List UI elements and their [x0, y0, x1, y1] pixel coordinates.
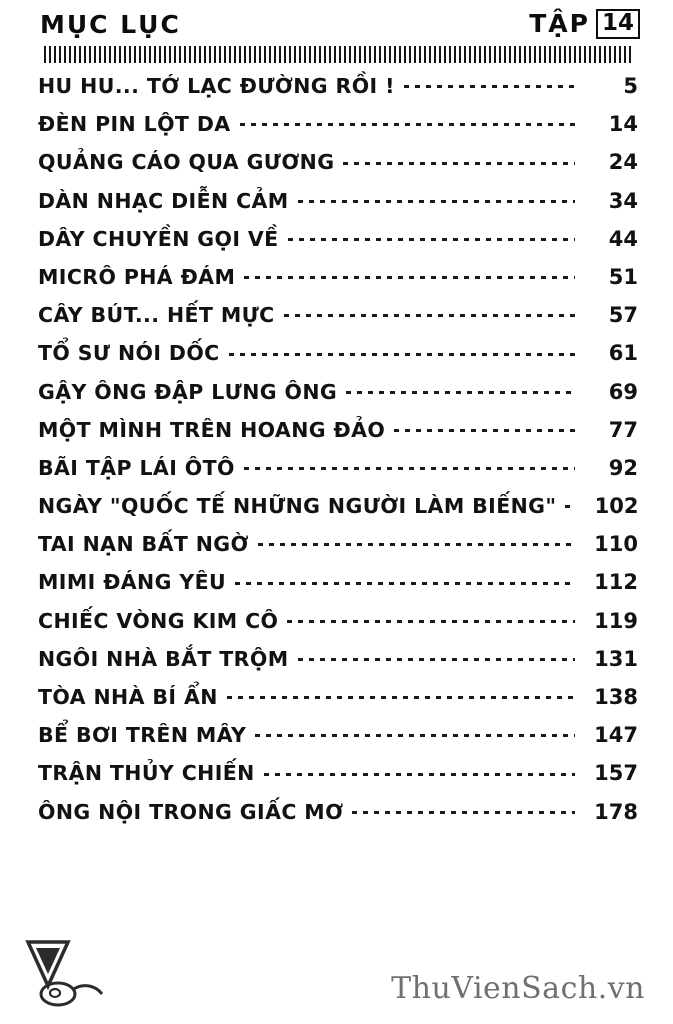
dot-leader [346, 383, 575, 399]
list-item[interactable] [38, 532, 638, 570]
toc-entry-title: MIMI ĐÁNG YÊU [38, 570, 227, 595]
toc-entry-page: 5 [623, 74, 638, 98]
dot-leader [284, 306, 575, 322]
dot-leader [244, 268, 575, 284]
toc-entry-page: 157 [594, 761, 638, 786]
list-item[interactable] [38, 761, 638, 799]
toc-entry-title: ÔNG NỘI TRONG GIẤC MƠ [38, 799, 344, 824]
toc-entry-title: TÒA NHÀ BÍ ẨN [38, 685, 218, 709]
hatched-divider [44, 46, 634, 63]
toc-entry-title: CÂY BÚT... HẾT MỰC [38, 303, 275, 328]
toc-entry-title: CHIẾC VÒNG KIM CÔ [38, 608, 279, 633]
dot-leader [227, 688, 575, 704]
dot-leader [287, 612, 575, 628]
toc-entry-title: DÀN NHẠC DIỄN CẢM [38, 188, 289, 213]
list-item[interactable] [38, 685, 638, 723]
dot-leader [244, 459, 575, 475]
list-item[interactable] [38, 227, 638, 265]
list-item[interactable] [38, 74, 638, 112]
toc-entry-page: 92 [608, 455, 638, 480]
page-header [40, 6, 640, 42]
list-item[interactable] [38, 456, 638, 494]
toc-entry-title: DÂY CHUYỀN GỌI VỀ [38, 226, 279, 251]
dot-leader [298, 650, 576, 666]
toc-entry-title: MICRÔ PHÁ ĐÁM [38, 264, 236, 289]
toc-entry-page: 138 [594, 685, 638, 709]
list-item[interactable] [38, 341, 638, 379]
page-title: MỤC LỤC [40, 9, 181, 39]
toc-entry-page: 110 [594, 532, 638, 557]
list-item[interactable] [38, 418, 638, 456]
table-of-contents [38, 74, 638, 838]
watermark-text: ThuVienSach.vn [391, 971, 645, 1006]
list-item[interactable] [38, 112, 638, 150]
toc-entry-title: TRẬN THỦY CHIẾN [38, 761, 255, 786]
dot-leader [288, 230, 575, 246]
dot-leader [404, 77, 575, 93]
list-item[interactable] [38, 303, 638, 341]
dot-leader [298, 192, 575, 208]
dot-leader [352, 803, 575, 819]
list-item[interactable] [38, 609, 638, 647]
toc-entry-page: 57 [608, 303, 638, 328]
toc-entry-title: TAI NẠN BẤT NGỜ [38, 532, 249, 557]
toc-entry-page: 112 [594, 570, 638, 595]
toc-entry-page: 14 [608, 112, 638, 137]
dot-leader [258, 535, 575, 551]
toc-entry-page: 147 [594, 723, 638, 748]
toc-entry-page: 61 [608, 341, 638, 366]
toc-entry-page: 178 [594, 799, 638, 824]
dot-leader [264, 764, 575, 780]
list-item[interactable] [38, 570, 638, 608]
toc-entry-title: ĐÈN PIN LỘT DA [38, 112, 231, 137]
dot-leader [255, 726, 575, 742]
toc-entry-page: 69 [608, 379, 638, 404]
toc-entry-title: HU HU... TỚ LẠC ĐƯỜNG RỒI ! [38, 74, 395, 98]
list-item[interactable] [38, 647, 638, 685]
toc-entry-page: 102 [594, 494, 639, 519]
toc-entry-page: 24 [608, 150, 638, 175]
volume-indicator [529, 9, 640, 38]
dot-leader [240, 115, 575, 131]
list-item[interactable] [38, 494, 638, 532]
dot-leader [565, 497, 575, 513]
toc-entry-title: QUẢNG CÁO QUA GƯƠNG [38, 150, 335, 175]
toc-entry-page: 51 [608, 264, 638, 289]
list-item[interactable] [38, 265, 638, 303]
dot-leader [229, 344, 575, 360]
volume-label: TẬP [529, 9, 590, 39]
dot-leader [235, 573, 575, 589]
toc-entry-page: 77 [608, 417, 638, 442]
dot-leader [343, 153, 575, 169]
toc-entry-title: MỘT MÌNH TRÊN HOANG ĐẢO [38, 417, 386, 442]
list-item[interactable] [38, 189, 638, 227]
toc-entry-title: NGÔI NHÀ BẮT TRỘM [38, 646, 289, 671]
toc-entry-page: 44 [608, 226, 638, 251]
list-item[interactable] [38, 380, 638, 418]
list-item[interactable] [38, 150, 638, 188]
toc-entry-page: 34 [608, 188, 638, 213]
page-footer [0, 914, 673, 1024]
toc-entry-title: BỂ BƠI TRÊN MÂY [38, 723, 247, 748]
list-item[interactable] [38, 723, 638, 761]
toc-entry-title: TỔ SƯ NÓI DỐC [38, 341, 220, 366]
toc-entry-page: 131 [594, 646, 638, 671]
toc-entry-page: 119 [594, 608, 638, 633]
volume-number: 14 [596, 9, 640, 38]
toc-entry-title: BÃI TẬP LÁI ÔTÔ [38, 455, 235, 480]
toc-entry-title: GẬY ÔNG ĐẬP LƯNG ÔNG [38, 379, 338, 404]
site-logo-icon [22, 936, 108, 1010]
list-item[interactable] [38, 800, 638, 838]
toc-entry-title: NGÀY "QUỐC TẾ NHỮNG NGƯỜI LÀM BIẾNG" [38, 494, 557, 519]
dot-leader [394, 421, 575, 437]
